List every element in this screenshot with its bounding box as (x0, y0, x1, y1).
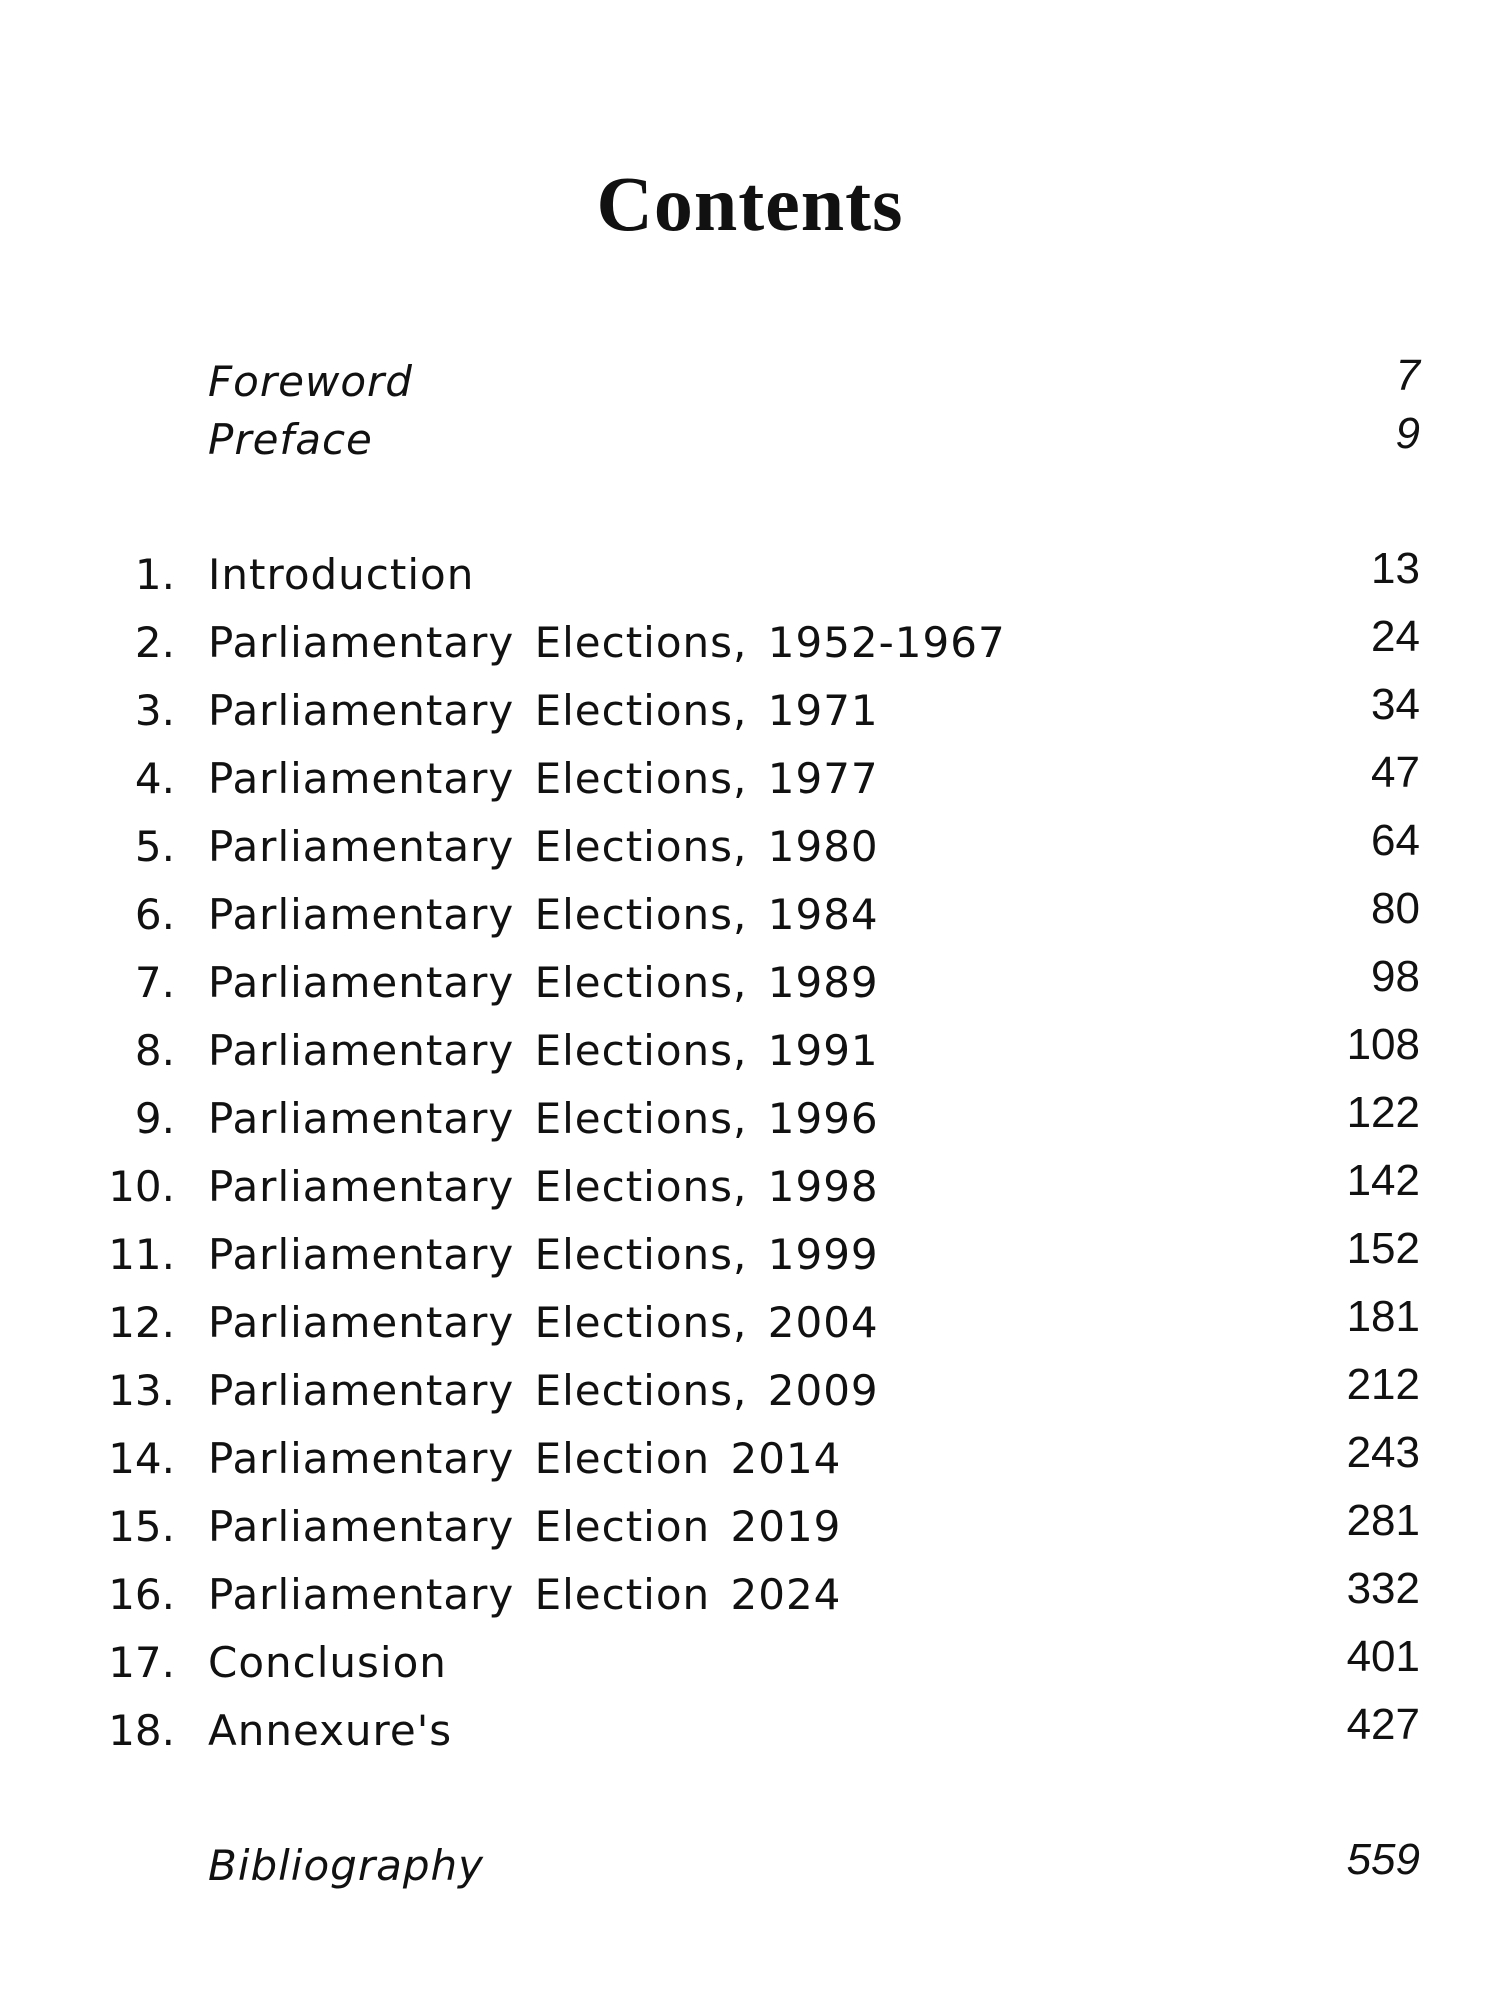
toc-chapter (0, 1497, 1500, 1557)
toc-chapter (0, 1565, 1500, 1625)
page-title: Contents (596, 160, 904, 247)
toc-chapter-number: 2. (134, 618, 175, 667)
toc-chapter-title: Parliamentary Elections, 1998 (208, 1162, 879, 1211)
toc-chapter-title: Parliamentary Elections, 1977 (208, 754, 879, 803)
toc-chapter-title: Parliamentary Elections, 2009 (208, 1366, 879, 1415)
toc-chapter (0, 1361, 1500, 1421)
toc-chapter-number: 11. (108, 1230, 175, 1279)
toc-chapter-page: 243 (1346, 1428, 1420, 1477)
toc-chapter (0, 1429, 1500, 1489)
toc-chapter-page: 142 (1346, 1156, 1420, 1205)
toc-chapter-page: 47 (1371, 748, 1420, 797)
toc-chapter-number: 15. (108, 1502, 175, 1551)
toc-entry-title: Preface (208, 415, 373, 464)
toc-chapter-number: 9. (134, 1094, 175, 1143)
toc-chapter-title: Parliamentary Election 2019 (208, 1502, 842, 1551)
toc-chapter-title: Parliamentary Elections, 1984 (208, 890, 879, 939)
toc-entry-page: 559 (1346, 1835, 1420, 1884)
toc-chapter-page: 152 (1346, 1224, 1420, 1273)
toc-chapter (0, 545, 1500, 605)
toc-chapter-number: 5. (134, 822, 175, 871)
toc-chapter-page: 401 (1346, 1632, 1420, 1681)
toc-chapter-page: 427 (1346, 1700, 1420, 1749)
toc-chapter-page: 332 (1346, 1564, 1420, 1613)
toc-chapter-title: Parliamentary Election 2024 (208, 1570, 842, 1619)
toc-chapter (0, 953, 1500, 1013)
toc-chapter-page: 122 (1346, 1088, 1420, 1137)
toc-chapter-page: 98 (1371, 952, 1420, 1001)
toc-chapter-title: Parliamentary Elections, 1952-1967 (208, 618, 1006, 667)
toc-chapter-title: Parliamentary Election 2014 (208, 1434, 842, 1483)
toc-chapter-number: 3. (134, 686, 175, 735)
toc-chapter-number: 18. (108, 1706, 175, 1755)
toc-entry-page: 7 (1395, 351, 1420, 400)
toc-chapter-title: Parliamentary Elections, 1989 (208, 958, 879, 1007)
toc-chapter-number: 16. (108, 1570, 175, 1619)
toc-entry-title: Bibliography (208, 1841, 484, 1890)
toc-chapter-number: 4. (134, 754, 175, 803)
toc-chapter (0, 1021, 1500, 1081)
toc-chapter-title: Parliamentary Elections, 1999 (208, 1230, 879, 1279)
toc-entry-bibliography (0, 1836, 1500, 1896)
toc-chapter (0, 681, 1500, 741)
toc-chapter (0, 885, 1500, 945)
toc-chapter-page: 13 (1371, 544, 1420, 593)
toc-entry-page: 9 (1395, 409, 1420, 458)
toc-chapter-number: 10. (108, 1162, 175, 1211)
toc-chapter-page: 24 (1371, 612, 1420, 661)
toc-chapter-page: 34 (1371, 680, 1420, 729)
toc-chapter-number: 14. (108, 1434, 175, 1483)
toc-chapter (0, 1293, 1500, 1353)
toc-chapter (0, 1633, 1500, 1693)
toc-chapter-number: 8. (134, 1026, 175, 1075)
toc-chapter-page: 108 (1346, 1020, 1420, 1069)
toc-chapter (0, 1701, 1500, 1761)
toc-chapter-number: 12. (108, 1298, 175, 1347)
toc-chapter-title: Parliamentary Elections, 1971 (208, 686, 879, 735)
toc-chapter-title: Conclusion (208, 1638, 447, 1687)
toc-chapter-title: Annexure's (208, 1706, 453, 1755)
toc-chapter-page: 281 (1346, 1496, 1420, 1545)
toc-chapter-number: 7. (134, 958, 175, 1007)
toc-chapter-title: Introduction (208, 550, 475, 599)
toc-chapter-number: 6. (134, 890, 175, 939)
toc-chapter-page: 80 (1371, 884, 1420, 933)
toc-chapter-page: 181 (1346, 1292, 1420, 1341)
toc-entry-preface (0, 410, 1500, 470)
toc-chapter (0, 1157, 1500, 1217)
toc-chapter (0, 1225, 1500, 1285)
toc-chapter-number: 13. (108, 1366, 175, 1415)
toc-chapter (0, 613, 1500, 673)
toc-chapter-title: Parliamentary Elections, 1991 (208, 1026, 879, 1075)
toc-entry-foreword (0, 352, 1500, 412)
toc-entry-title: Foreword (208, 357, 413, 406)
toc-chapter-title: Parliamentary Elections, 1996 (208, 1094, 879, 1143)
toc-chapter-page: 212 (1346, 1360, 1420, 1409)
toc-chapter (0, 817, 1500, 877)
toc-chapter-number: 17. (108, 1638, 175, 1687)
toc-chapter-page: 64 (1371, 816, 1420, 865)
toc-chapter (0, 1089, 1500, 1149)
toc-chapter-title: Parliamentary Elections, 2004 (208, 1298, 879, 1347)
toc-chapter (0, 749, 1500, 809)
toc-chapter-title: Parliamentary Elections, 1980 (208, 822, 879, 871)
toc-chapter-number: 1. (134, 550, 175, 599)
